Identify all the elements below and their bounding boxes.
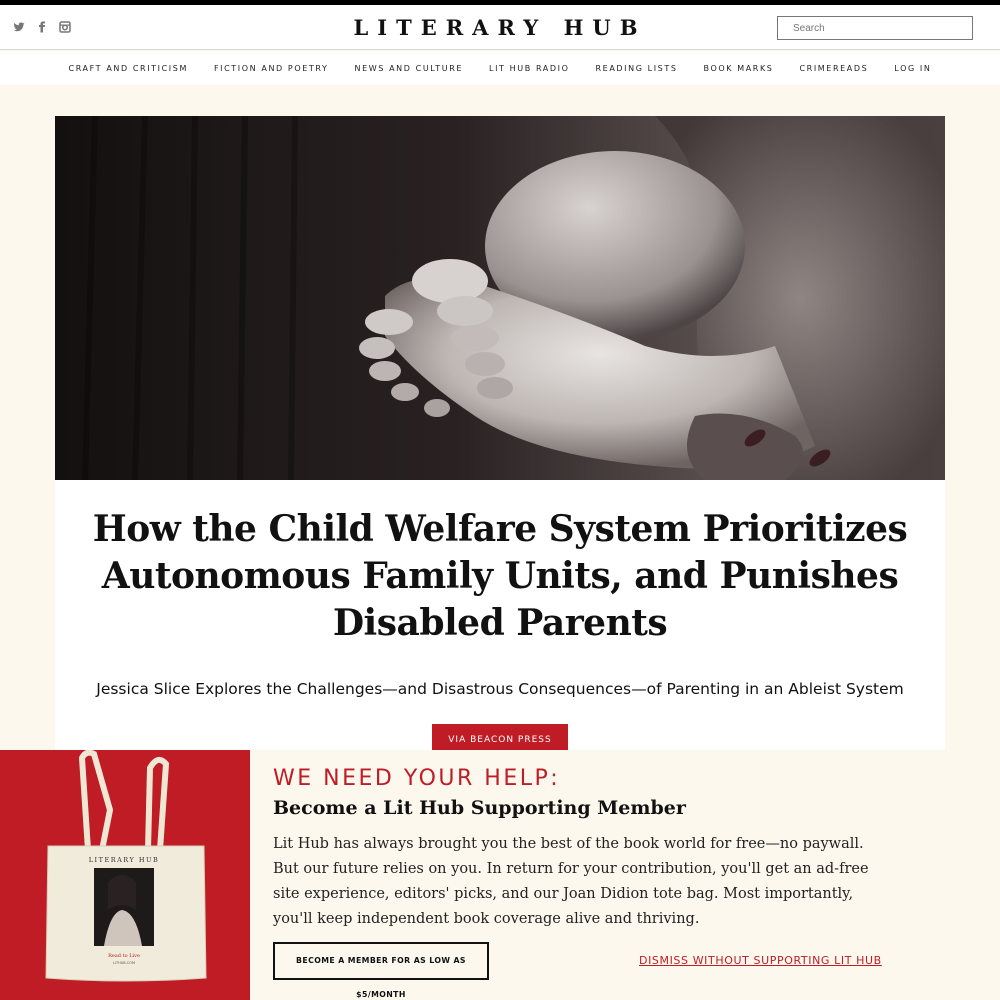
tote-url: LITHUB.COM (112, 961, 136, 965)
nav-crimereads[interactable]: CRIMEREADS (799, 63, 869, 73)
become-member-button[interactable]: BECOME A MEMBER FOR AS LOW AS $5/MONTH (273, 942, 489, 980)
article-title (55, 506, 945, 647)
main-nav (0, 51, 1000, 85)
nav-fiction-and-poetry[interactable]: FICTION AND POETRY (213, 63, 329, 73)
search-input[interactable] (777, 16, 973, 40)
nav-log-in[interactable]: LOG IN (894, 63, 932, 73)
site-logo[interactable]: LITERARY HUB (353, 15, 647, 40)
site-header (0, 5, 1000, 50)
via-publisher-button[interactable]: VIA BEACON PRESS (432, 724, 568, 752)
membership-promo (0, 750, 1000, 1000)
hero-image (55, 116, 945, 480)
promo-image-panel (0, 750, 250, 1000)
promo-subheading: Become a Lit Hub Supporting Member (273, 797, 686, 819)
article-title-line: Disabled Parents (332, 602, 668, 644)
nav-lit-hub-radio[interactable]: LIT HUB RADIO (489, 63, 570, 73)
nav-book-marks[interactable]: BOOK MARKS (703, 63, 774, 73)
promo-heading: WE NEED YOUR HELP: (273, 766, 561, 791)
tote-bag-image (0, 750, 250, 1000)
article-title-line: Autonomous Family Units, and Punishes (101, 555, 899, 597)
article-subtitle: Jessica Slice Explores the Challenges—and Disastrous Consequences—of Parenting in an Ableist System (96, 680, 904, 698)
article-title-line: How the Child Welfare System Prioritizes (92, 508, 908, 550)
article-header (55, 480, 945, 750)
nav-reading-lists[interactable]: READING LISTS (595, 63, 678, 73)
dismiss-link[interactable]: DISMISS WITHOUT SUPPORTING LIT HUB (639, 954, 882, 967)
nav-news-and-culture[interactable]: NEWS AND CULTURE (354, 63, 464, 73)
promo-body: Lit Hub has always brought you the best of the book world for free—no paywall. But our future relies on you. In return for your contribution, you'll get an ad-free site experience, editors' picks, and our Joan Didion tote bag. Most importantly, you'll keep independent book coverage alive and thriving. (273, 836, 869, 927)
nav-craft-and-criticism[interactable]: CRAFT AND CRITICISM (68, 63, 188, 73)
tote-brand: LITERARY HUB (88, 856, 160, 864)
tote-caption: Read to Live (108, 953, 140, 959)
